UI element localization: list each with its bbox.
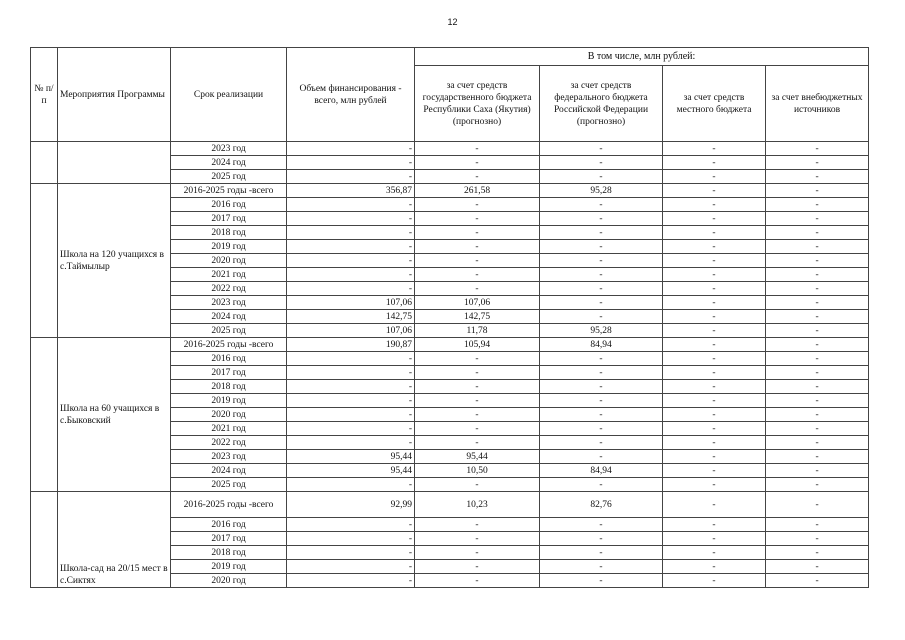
event-name-cell: Школа-сад на 20/15 мест в с.Сиктях: [58, 492, 171, 588]
federal-cell: 95,28: [540, 184, 663, 198]
local-cell: -: [663, 324, 766, 338]
extra-cell: -: [766, 254, 869, 268]
republic-cell: -: [415, 366, 540, 380]
total-cell: 95,44: [287, 450, 415, 464]
federal-cell: -: [540, 212, 663, 226]
page-number: 12: [447, 17, 458, 27]
extra-cell: -: [766, 310, 869, 324]
row-number-cell: [31, 184, 58, 338]
header-num: № п/п: [31, 48, 58, 142]
period-cell: 2023 год: [171, 296, 287, 310]
local-cell: -: [663, 212, 766, 226]
republic-cell: -: [415, 170, 540, 184]
total-cell: 107,06: [287, 296, 415, 310]
federal-cell: 84,94: [540, 338, 663, 352]
period-cell: 2025 год: [171, 478, 287, 492]
republic-cell: -: [415, 240, 540, 254]
period-cell: 2016-2025 годы -всего: [171, 338, 287, 352]
period-cell: 2023 год: [171, 142, 287, 156]
republic-cell: -: [415, 546, 540, 560]
federal-cell: -: [540, 156, 663, 170]
total-cell: 356,87: [287, 184, 415, 198]
republic-cell: 95,44: [415, 450, 540, 464]
republic-cell: -: [415, 226, 540, 240]
federal-cell: -: [540, 408, 663, 422]
federal-cell: -: [540, 394, 663, 408]
federal-cell: -: [540, 422, 663, 436]
total-cell: -: [287, 574, 415, 588]
total-cell: 190,87: [287, 338, 415, 352]
republic-cell: 10,23: [415, 492, 540, 518]
extra-cell: -: [766, 338, 869, 352]
period-cell: 2024 год: [171, 464, 287, 478]
extra-cell: -: [766, 532, 869, 546]
republic-cell: -: [415, 380, 540, 394]
republic-cell: 142,75: [415, 310, 540, 324]
period-cell: 2018 год: [171, 546, 287, 560]
total-cell: -: [287, 532, 415, 546]
republic-cell: -: [415, 422, 540, 436]
republic-cell: -: [415, 394, 540, 408]
local-cell: -: [663, 310, 766, 324]
local-cell: -: [663, 546, 766, 560]
local-cell: -: [663, 254, 766, 268]
total-cell: -: [287, 478, 415, 492]
total-cell: -: [287, 352, 415, 366]
table-row: [31, 338, 869, 352]
federal-cell: -: [540, 142, 663, 156]
header-including: В том числе, млн рублей:: [415, 48, 869, 66]
period-cell: 2020 год: [171, 408, 287, 422]
local-cell: -: [663, 450, 766, 464]
extra-cell: -: [766, 464, 869, 478]
extra-cell: -: [766, 366, 869, 380]
local-cell: -: [663, 198, 766, 212]
local-cell: -: [663, 574, 766, 588]
federal-cell: -: [540, 380, 663, 394]
extra-cell: -: [766, 380, 869, 394]
period-cell: 2016-2025 годы -всего: [171, 184, 287, 198]
extra-cell: -: [766, 142, 869, 156]
federal-cell: -: [540, 560, 663, 574]
extra-cell: -: [766, 422, 869, 436]
period-cell: 2017 год: [171, 366, 287, 380]
total-cell: -: [287, 282, 415, 296]
period-cell: 2022 год: [171, 282, 287, 296]
header-federal: за счет средств федерального бюджета Российской Федерации (прогнозно): [540, 66, 663, 142]
period-cell: 2019 год: [171, 240, 287, 254]
total-cell: -: [287, 408, 415, 422]
extra-cell: -: [766, 450, 869, 464]
federal-cell: -: [540, 546, 663, 560]
event-name-cell: Школа на 60 учащихся в с.Быковский: [58, 338, 171, 492]
extra-cell: -: [766, 492, 869, 518]
total-cell: -: [287, 142, 415, 156]
row-number-cell: [31, 142, 58, 184]
period-cell: 2017 год: [171, 212, 287, 226]
federal-cell: -: [540, 296, 663, 310]
total-cell: -: [287, 156, 415, 170]
local-cell: -: [663, 156, 766, 170]
period-cell: 2024 год: [171, 310, 287, 324]
period-cell: 2020 год: [171, 254, 287, 268]
extra-cell: -: [766, 546, 869, 560]
period-cell: 2019 год: [171, 560, 287, 574]
period-cell: 2020 год: [171, 574, 287, 588]
total-cell: -: [287, 366, 415, 380]
republic-cell: -: [415, 574, 540, 588]
federal-cell: -: [540, 352, 663, 366]
header-extra: за счет внебюджетных источников: [766, 66, 869, 142]
period-cell: 2016 год: [171, 518, 287, 532]
federal-cell: 95,28: [540, 324, 663, 338]
extra-cell: -: [766, 436, 869, 450]
local-cell: -: [663, 532, 766, 546]
total-cell: -: [287, 170, 415, 184]
republic-cell: -: [415, 352, 540, 366]
extra-cell: -: [766, 212, 869, 226]
federal-cell: -: [540, 170, 663, 184]
header-total: Объем финансирования - всего, млн рублей: [287, 48, 415, 142]
federal-cell: -: [540, 254, 663, 268]
republic-cell: 261,58: [415, 184, 540, 198]
total-cell: -: [287, 422, 415, 436]
republic-cell: -: [415, 156, 540, 170]
local-cell: -: [663, 394, 766, 408]
total-cell: -: [287, 380, 415, 394]
period-cell: 2022 год: [171, 436, 287, 450]
republic-cell: -: [415, 282, 540, 296]
republic-cell: -: [415, 560, 540, 574]
local-cell: -: [663, 422, 766, 436]
federal-cell: -: [540, 478, 663, 492]
federal-cell: -: [540, 310, 663, 324]
local-cell: -: [663, 296, 766, 310]
federal-cell: -: [540, 518, 663, 532]
period-cell: 2023 год: [171, 450, 287, 464]
local-cell: -: [663, 268, 766, 282]
federal-cell: -: [540, 226, 663, 240]
republic-cell: -: [415, 212, 540, 226]
header-event: Мероприятия Программы: [58, 48, 171, 142]
extra-cell: -: [766, 394, 869, 408]
total-cell: 107,06: [287, 324, 415, 338]
local-cell: -: [663, 184, 766, 198]
local-cell: -: [663, 366, 766, 380]
republic-cell: 11,78: [415, 324, 540, 338]
extra-cell: -: [766, 240, 869, 254]
total-cell: -: [287, 198, 415, 212]
period-cell: 2021 год: [171, 268, 287, 282]
extra-cell: -: [766, 226, 869, 240]
period-cell: 2017 год: [171, 532, 287, 546]
total-cell: -: [287, 240, 415, 254]
total-cell: -: [287, 436, 415, 450]
period-cell: 2016-2025 годы -всего: [171, 492, 287, 518]
federal-cell: 82,76: [540, 492, 663, 518]
local-cell: -: [663, 338, 766, 352]
local-cell: -: [663, 492, 766, 518]
local-cell: -: [663, 240, 766, 254]
republic-cell: -: [415, 436, 540, 450]
republic-cell: -: [415, 532, 540, 546]
event-name-cell: Школа на 120 учащихся в с.Таймылыр: [58, 184, 171, 338]
republic-cell: 105,94: [415, 338, 540, 352]
period-cell: 2019 год: [171, 394, 287, 408]
extra-cell: -: [766, 170, 869, 184]
federal-cell: -: [540, 450, 663, 464]
period-cell: 2024 год: [171, 156, 287, 170]
extra-cell: -: [766, 518, 869, 532]
table-header: [31, 48, 869, 142]
header-republic: за счет средств государственного бюджета Республики Саха (Якутия) (прогнозно): [415, 66, 540, 142]
period-cell: 2016 год: [171, 198, 287, 212]
financing-table: [30, 47, 869, 588]
period-cell: 2025 год: [171, 170, 287, 184]
local-cell: -: [663, 560, 766, 574]
extra-cell: -: [766, 282, 869, 296]
federal-cell: -: [540, 436, 663, 450]
table-row: [31, 492, 869, 518]
republic-cell: -: [415, 198, 540, 212]
extra-cell: -: [766, 296, 869, 310]
total-cell: -: [287, 254, 415, 268]
period-cell: 2018 год: [171, 380, 287, 394]
extra-cell: -: [766, 268, 869, 282]
local-cell: -: [663, 142, 766, 156]
total-cell: -: [287, 518, 415, 532]
local-cell: -: [663, 226, 766, 240]
republic-cell: -: [415, 268, 540, 282]
event-name-cell: [58, 142, 171, 184]
federal-cell: -: [540, 240, 663, 254]
extra-cell: -: [766, 352, 869, 366]
republic-cell: 10,50: [415, 464, 540, 478]
republic-cell: -: [415, 518, 540, 532]
extra-cell: -: [766, 478, 869, 492]
total-cell: -: [287, 226, 415, 240]
republic-cell: -: [415, 478, 540, 492]
table-row: [31, 184, 869, 198]
extra-cell: -: [766, 184, 869, 198]
total-cell: 142,75: [287, 310, 415, 324]
row-number-cell: [31, 492, 58, 588]
federal-cell: -: [540, 198, 663, 212]
federal-cell: -: [540, 532, 663, 546]
total-cell: -: [287, 546, 415, 560]
total-cell: -: [287, 268, 415, 282]
extra-cell: -: [766, 574, 869, 588]
extra-cell: -: [766, 560, 869, 574]
row-number-cell: [31, 338, 58, 492]
total-cell: 92,99: [287, 492, 415, 518]
header-local: за счет средств местного бюджета: [663, 66, 766, 142]
table-body: [31, 142, 869, 588]
table-row: [31, 142, 869, 156]
federal-cell: -: [540, 268, 663, 282]
local-cell: -: [663, 352, 766, 366]
republic-cell: 107,06: [415, 296, 540, 310]
period-cell: 2016 год: [171, 352, 287, 366]
republic-cell: -: [415, 408, 540, 422]
federal-cell: -: [540, 574, 663, 588]
local-cell: -: [663, 282, 766, 296]
total-cell: -: [287, 394, 415, 408]
federal-cell: -: [540, 282, 663, 296]
federal-cell: -: [540, 366, 663, 380]
local-cell: -: [663, 464, 766, 478]
period-cell: 2018 год: [171, 226, 287, 240]
local-cell: -: [663, 170, 766, 184]
period-cell: 2025 год: [171, 324, 287, 338]
local-cell: -: [663, 436, 766, 450]
period-cell: 2021 год: [171, 422, 287, 436]
extra-cell: -: [766, 324, 869, 338]
total-cell: 95,44: [287, 464, 415, 478]
federal-cell: 84,94: [540, 464, 663, 478]
header-period: Срок реализации: [171, 48, 287, 142]
extra-cell: -: [766, 408, 869, 422]
republic-cell: -: [415, 142, 540, 156]
extra-cell: -: [766, 198, 869, 212]
local-cell: -: [663, 518, 766, 532]
local-cell: -: [663, 380, 766, 394]
extra-cell: -: [766, 156, 869, 170]
local-cell: -: [663, 408, 766, 422]
total-cell: -: [287, 212, 415, 226]
republic-cell: -: [415, 254, 540, 268]
local-cell: -: [663, 478, 766, 492]
total-cell: -: [287, 560, 415, 574]
